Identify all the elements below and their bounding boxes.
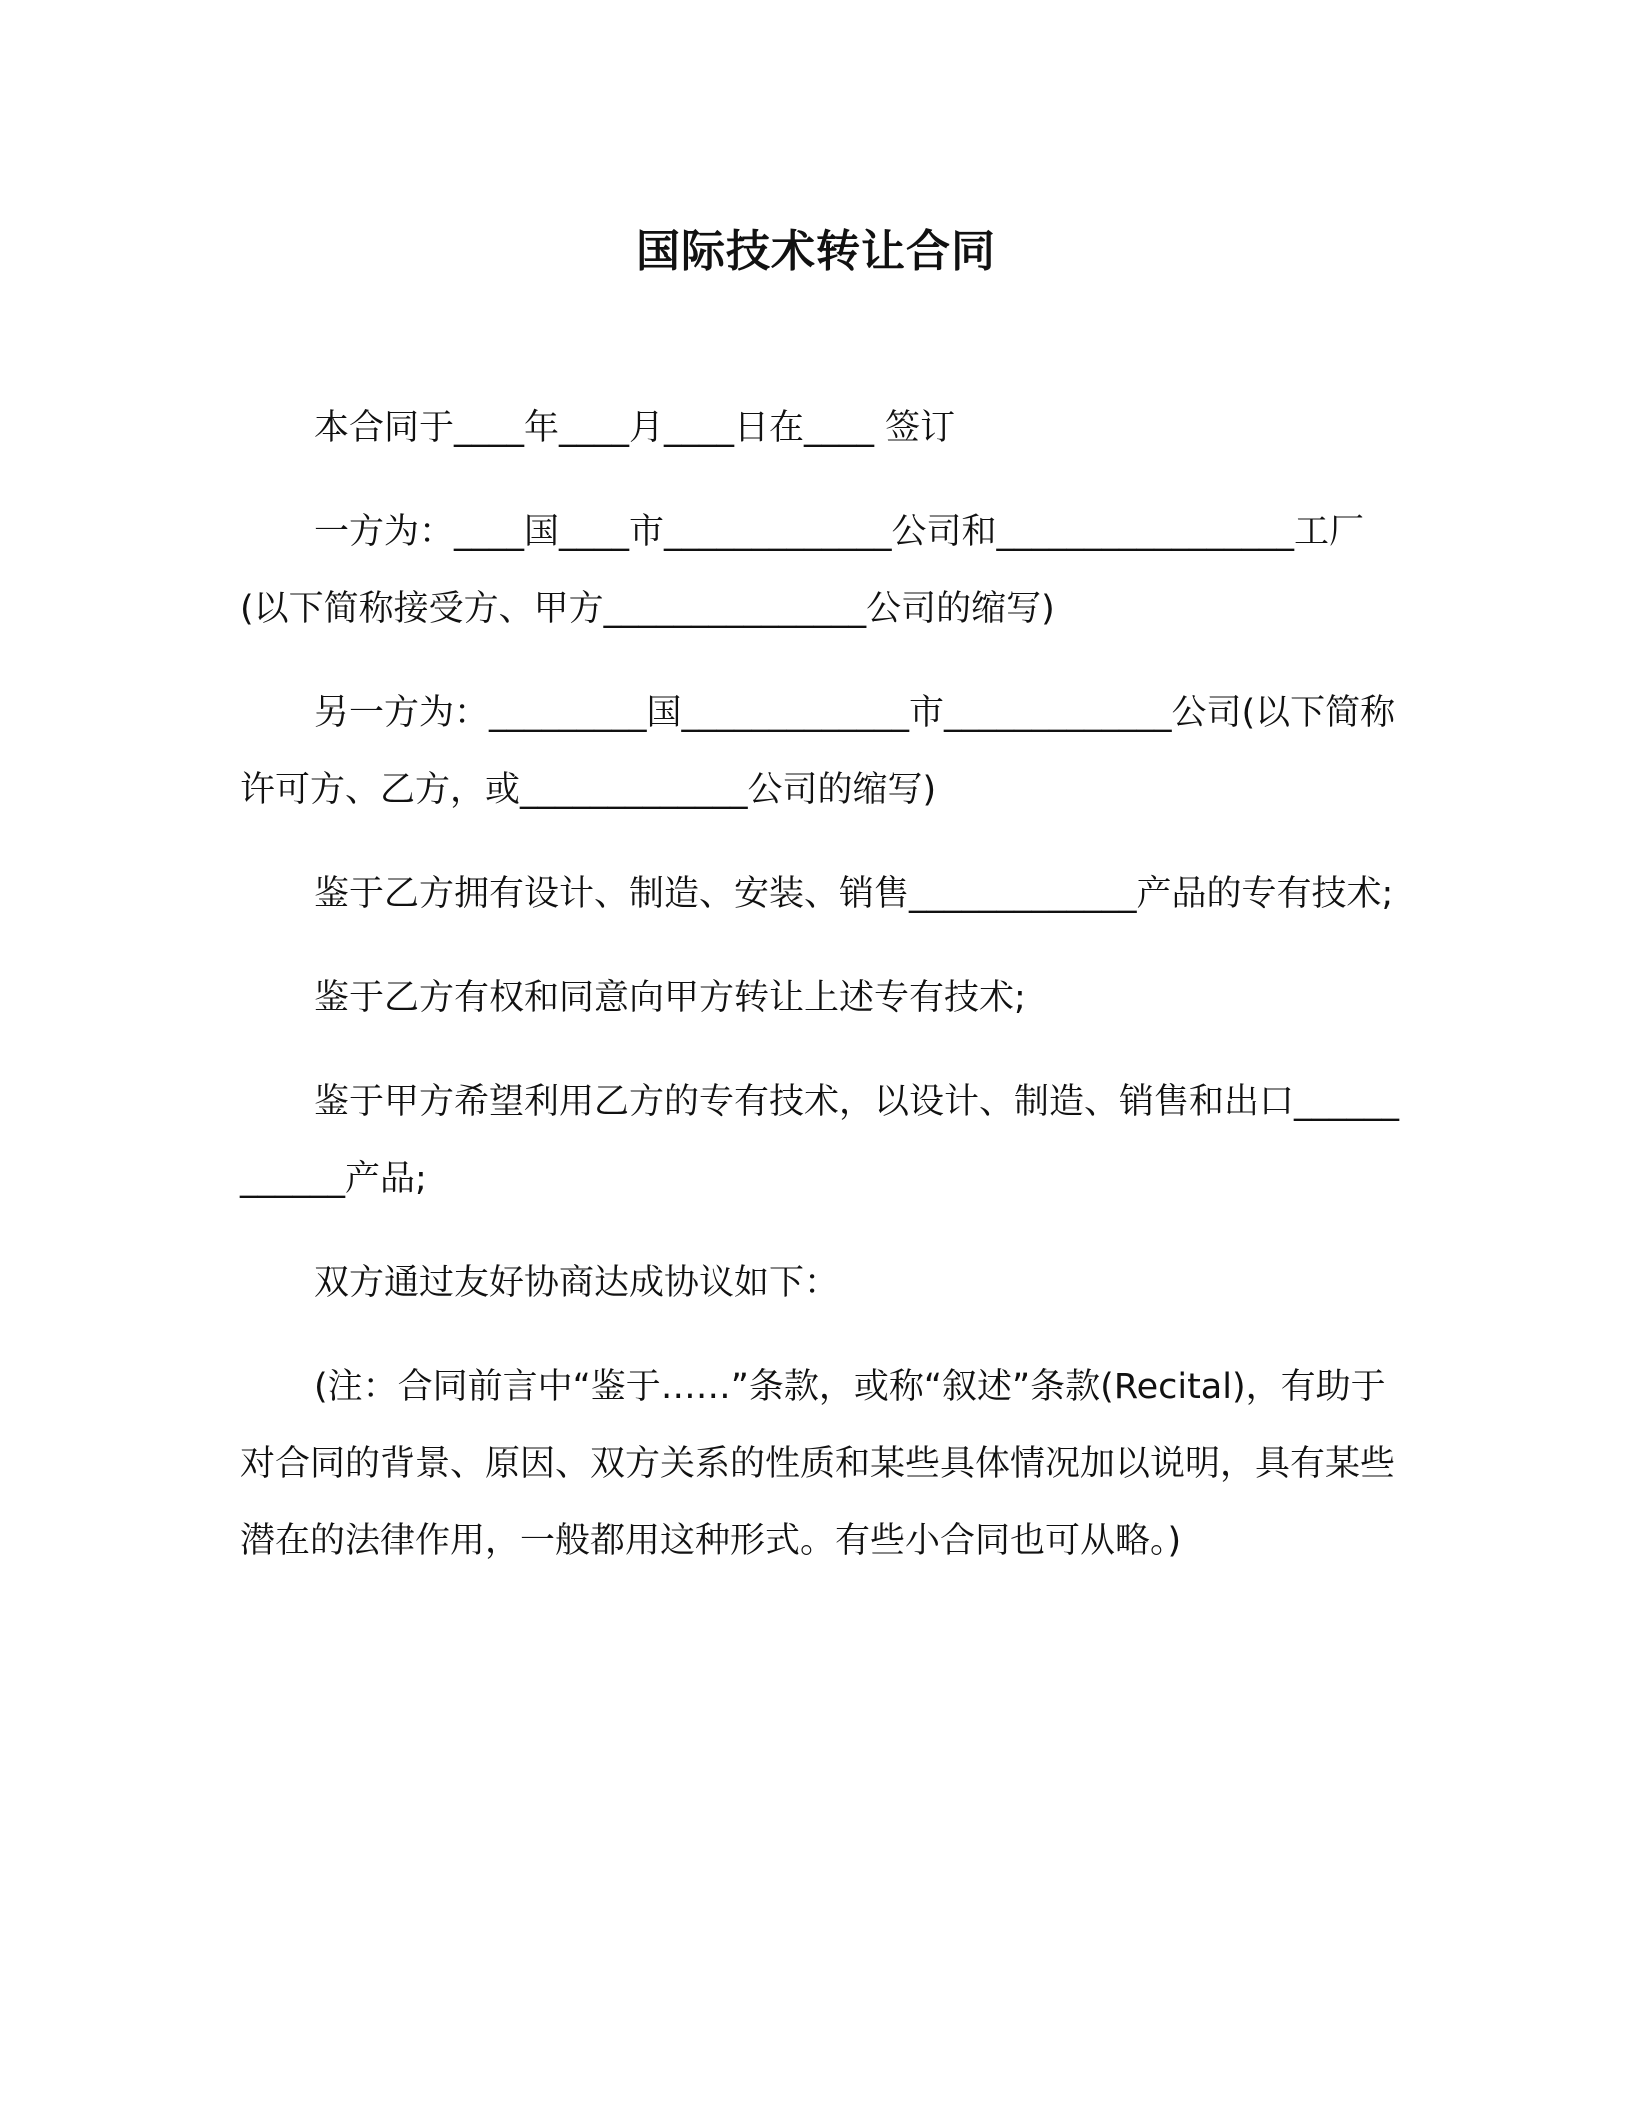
document-body <box>240 390 1400 1580</box>
signing-date-paragraph: 本合同于____年____月____日在____ 签订 <box>314 408 956 448</box>
agreement-intro-paragraph: 双方通过友好协商达成协议如下： <box>314 1263 840 1303</box>
party-a-paragraph: 一方为：____国____市_____________公司和_________________工厂(以下简称接受方、甲方_______________公司的缩写) <box>240 512 1365 629</box>
document-title: 国际技术转让合同 <box>636 226 996 277</box>
recital-purpose-paragraph: 鉴于甲方希望利用乙方的专有技术，以设计、制造、销售和出口____________产品; <box>240 1082 1400 1199</box>
note-paragraph: (注：合同前言中“鉴于……”条款，或称“叙述”条款(Recital)，有助于对合同的背景、原因、双方关系的性质和某些具体情况加以说明，具有某些潜在的法律作用，一般都用这种形式。有些小合同也可从略。) <box>240 1367 1396 1561</box>
recital-right-to-transfer-paragraph: 鉴于乙方有权和同意向甲方转让上述专有技术; <box>314 978 1026 1018</box>
party-b-paragraph: 另一方为：_________国_____________市_____________公司(以下简称许可方、乙方，或_____________公司的缩写) <box>240 693 1396 810</box>
recital-know-how-paragraph: 鉴于乙方拥有设计、制造、安装、销售_____________产品的专有技术; <box>314 874 1394 914</box>
